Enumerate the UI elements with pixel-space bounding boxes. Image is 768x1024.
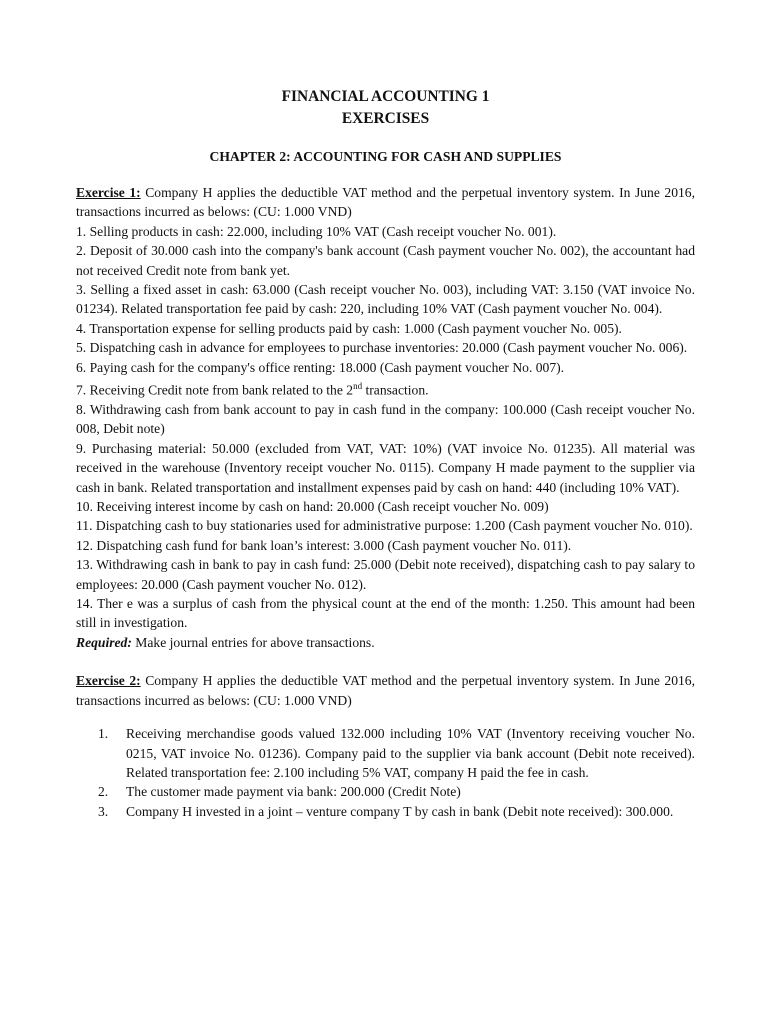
exercise-1-intro <box>76 183 695 222</box>
list-item-text: The customer made payment via bank: 200.000 (Credit Note) <box>126 784 461 800</box>
list-item: 11. Dispatching cash to buy stationaries used for administrative purpose: 1.200 (Cash payment voucher No. 010). <box>76 518 693 534</box>
chapter-heading: CHAPTER 2: ACCOUNTING FOR CASH AND SUPPLIES <box>209 149 562 164</box>
exercise-1-intro-text: Company H applies the deductible VAT method and the perpetual inventory system. In June 2016, transactions incurred as belows: (CU: 1.000 VND) <box>76 185 695 220</box>
item-7-text-end: transaction. <box>362 382 429 398</box>
exercise-2-intro-text: Company H applies the deductible VAT method and the perpetual inventory system. In June 2016, transactions incurred as belows: (CU: 1.000 VND) <box>76 673 695 708</box>
exercise-2-label: Exercise 2: <box>76 673 141 689</box>
list-item: 6. Paying cash for the company's office renting: 18.000 (Cash payment voucher No. 007). <box>76 359 565 375</box>
list-item-number: 3. <box>98 803 109 819</box>
list-item <box>76 802 695 821</box>
list-item: 5. Dispatching cash in advance for employees to purchase inventories: 20.000 (Cash payment voucher No. 006). <box>76 340 688 356</box>
required-label: Required: <box>76 634 132 650</box>
item-7-superscript: nd <box>353 381 363 392</box>
document-page <box>76 86 695 821</box>
list-item: 12. Dispatching cash fund for bank loan’s interest: 3.000 (Cash payment voucher No. 011). <box>76 537 572 553</box>
list-item-number: 1. <box>98 726 109 742</box>
list-item-text: Receiving merchandise goods valued 132.000 including 10% VAT (Inventory receiving voucher No. 0215, VAT invoice No. 01236). Company paid to the supplier via bank account (Debit note received). Related transportation fee: 2.100 including 5% VAT, company H paid the fee in cash. <box>126 726 695 780</box>
list-item <box>76 377 695 400</box>
section-gap <box>76 710 695 724</box>
document-title: FINANCIAL ACCOUNTING 1 <box>281 88 490 105</box>
list-item-number: 2. <box>98 784 109 800</box>
list-item: 14. Ther e was a surplus of cash from the physical count at the end of the month: 1.250. This amount had been still in investigation. <box>76 596 695 631</box>
list-item-text: Company H invested in a joint – venture company T by cash in bank (Debit note received): 300.000. <box>126 803 674 819</box>
exercise-2-intro <box>76 671 695 710</box>
list-item: 8. Withdrawing cash from bank account to pay in cash fund in the company: 100.000 (Cash receipt voucher No. 008, Debit note) <box>76 402 695 437</box>
list-item: 9. Purchasing material: 50.000 (excluded from VAT, VAT: 10%) (VAT invoice No. 01235). All material was received in the warehouse (Inventory receipt voucher No. 0115). Company H made payment to the supplier via cash in bank. Related transportation and installment expenses paid by cash on hand: 440 (including 10% VAT). <box>76 440 695 495</box>
item-7-text: 7. Receiving Credit note from bank related to the 2 <box>76 382 354 398</box>
list-item: 13. Withdrawing cash in bank to pay in cash fund: 25.000 (Debit note received), dispatching cash to pay salary to employees: 20.000 (Cash payment voucher No. 012). <box>76 557 695 592</box>
exercise-2-list <box>76 724 695 821</box>
list-item: 4. Transportation expense for selling products paid by cash: 1.000 (Cash payment voucher No. 005). <box>76 320 622 336</box>
list-item: 2. Deposit of 30.000 cash into the company's bank account (Cash payment voucher No. 002), the accountant had not received Credit note from bank yet. <box>76 243 695 278</box>
list-item: 10. Receiving interest income by cash on hand: 20.000 (Cash receipt voucher No. 009) <box>76 499 549 515</box>
exercise-1-label: Exercise 1: <box>76 185 141 200</box>
section-gap <box>76 652 695 671</box>
list-item: 1. Selling products in cash: 22.000, including 10% VAT (Cash receipt voucher No. 001). <box>76 223 557 239</box>
list-item <box>76 782 695 801</box>
list-item <box>76 724 695 782</box>
list-item: 3. Selling a fixed asset in cash: 63.000 (Cash receipt voucher No. 003), including VAT: 3.150 (VAT invoice No. 01234). Related transportation fee paid by cash: 220, including 10% VAT (Cash payment voucher No. 004). <box>76 282 695 317</box>
document-subtitle: EXERCISES <box>341 110 430 127</box>
required-line <box>76 633 695 652</box>
required-text: Make journal entries for above transactions. <box>131 634 375 650</box>
